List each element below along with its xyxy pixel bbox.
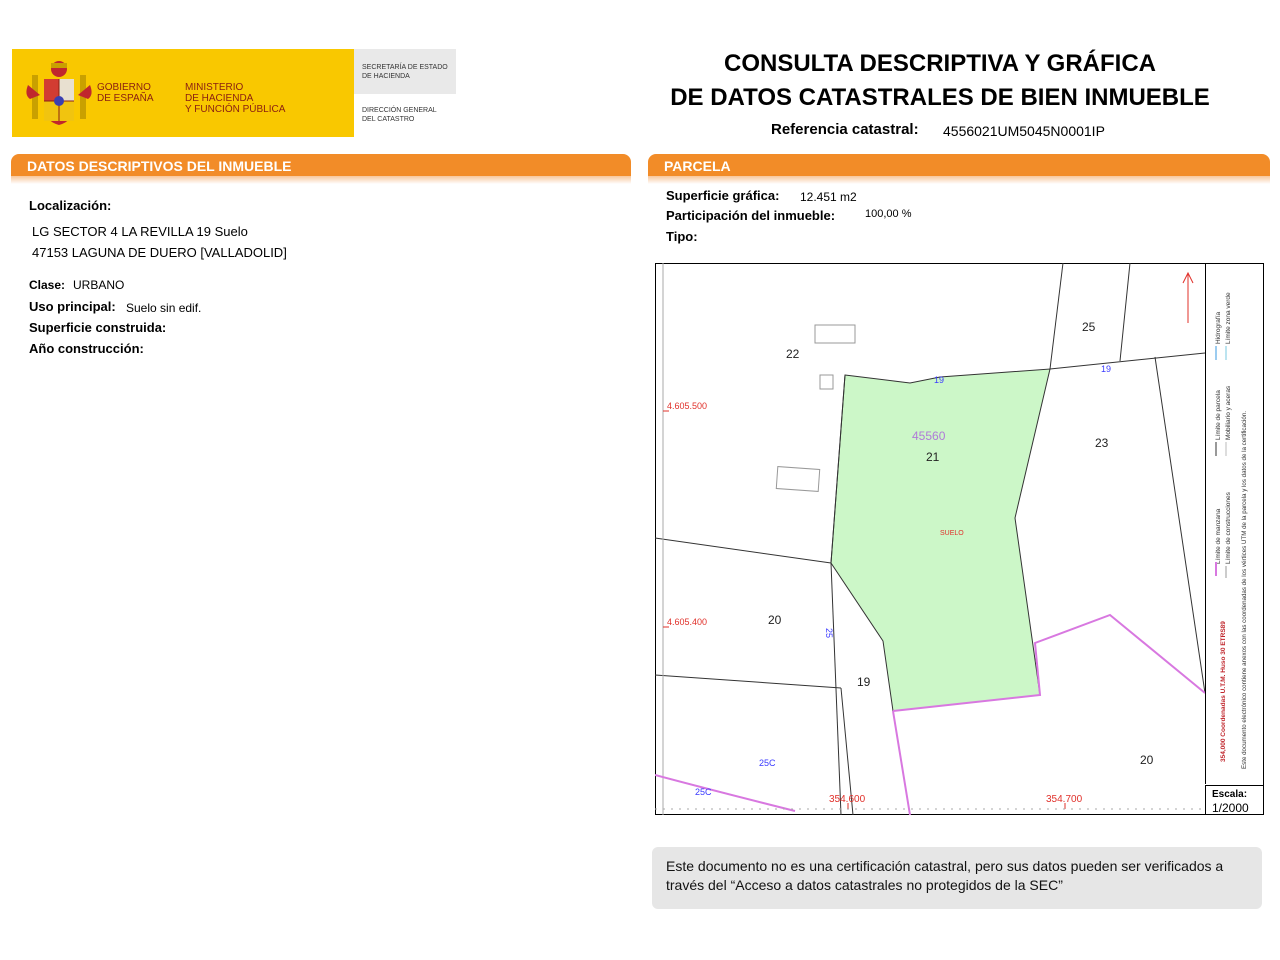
map-legend-drawing — [1206, 264, 1263, 784]
parcel-number: 21 — [926, 450, 940, 464]
referencia-catastral-label: Referencia catastral: — [771, 121, 919, 138]
parcel-boundary — [655, 538, 831, 563]
parcel-number: 23 — [1095, 436, 1109, 450]
parcel-number: 20 — [768, 613, 782, 627]
disclaimer-notice: Este documento no es una certificación catastral, pero sus datos pueden ser verificados a través del “Acceso a datos catastrales no protegidos de la SEC” — [652, 847, 1262, 909]
legend-mobiliario: Mobiliario y aceras — [1225, 385, 1232, 440]
utm-y-coordinate: 4.605.500 — [667, 401, 708, 411]
parcel-number: 22 — [786, 347, 800, 361]
clase-value: URBANO — [73, 278, 125, 292]
coat-of-arms-icon — [24, 55, 94, 135]
clase-label: Clase: — [29, 278, 66, 292]
building-outline — [776, 467, 819, 492]
street-number: 19 — [1101, 364, 1112, 374]
building-outline — [820, 375, 833, 389]
parcel-number: 20 — [1140, 753, 1154, 767]
parcel-boundary — [1050, 353, 1205, 369]
north-arrow-icon — [1183, 273, 1193, 323]
parcela-header: PARCELA — [648, 154, 1270, 176]
suelo-label: SUELO — [940, 530, 964, 537]
page-title-line-1: CONSULTA DESCRIPTIVA Y GRÁFICA — [723, 50, 1157, 77]
legend-hidrografia: Hidrografía — [1215, 311, 1222, 344]
building-outline — [815, 325, 855, 343]
legend-limite-construcciones: Límite de construcciones — [1225, 492, 1232, 564]
parcel-boundary — [831, 563, 841, 815]
parcel-boundary — [1120, 263, 1130, 361]
section-bar-shadow — [648, 176, 1270, 184]
utm-x-coordinate: 354.600 — [829, 794, 866, 805]
street-number: 25C — [695, 787, 712, 797]
escala-value: 1/2000 — [1212, 801, 1249, 815]
legend-limite-parcela: Límite de parcela — [1215, 390, 1222, 440]
manzana-boundary — [893, 711, 910, 815]
parcel-number: 25 — [1082, 320, 1096, 334]
tipo-label: Tipo: — [666, 229, 698, 244]
participacion-label: Participación del inmueble: — [666, 208, 836, 223]
localizacion-label: Localización: — [29, 198, 112, 213]
utm-x-coordinate: 354.700 — [1046, 794, 1083, 805]
legend-zona-verde: Límite zona verde — [1225, 292, 1232, 344]
utm-y-coordinate: 4.605.400 — [667, 617, 708, 627]
legend-limite-manzana: Límite de manzana — [1215, 508, 1222, 564]
parcel-boundary — [1155, 357, 1205, 693]
superficie-grafica-label: Superficie gráfica: — [666, 188, 780, 203]
ministerio-text: MINISTERIO DE HACIENDA Y FUNCIÓN PÚBLICA — [185, 82, 286, 115]
legend-document-note: Este documento electrónico contiene anexos con las coordenadas de los vértices UTM de la parcela y los datos de la certificación. — [1241, 410, 1248, 769]
cadastral-map-drawing — [655, 263, 1264, 815]
uso-principal-label: Uso principal: — [29, 299, 116, 314]
parcel-boundary — [1050, 263, 1063, 369]
direccion-general-text: DIRECCIÓN GENERAL DEL CATASTRO — [362, 107, 437, 123]
street-number: 25 — [824, 628, 834, 639]
parcel-boundary — [655, 675, 841, 688]
datos-descriptivos-header: DATOS DESCRIPTIVOS DEL INMUEBLE — [11, 154, 631, 176]
superficie-grafica-value: 12.451 m2 — [800, 190, 857, 204]
manzana-number: 45560 — [912, 429, 946, 443]
parcel-number: 19 — [857, 675, 871, 689]
manzana-boundary — [655, 775, 795, 811]
anio-construccion-label: Año construcción: — [29, 341, 144, 356]
escala-label: Escala: — [1212, 789, 1248, 800]
gobierno-text: GOBIERNO DE ESPAÑA — [97, 82, 154, 104]
uso-principal-value: Suelo sin edif. — [126, 301, 202, 315]
legend-coords-note: 354,000 Coordenadas U.T.M. Huso 30 ETRS89 — [1220, 621, 1227, 762]
referencia-catastral-value: 4556021UM5045N0001IP — [943, 123, 1105, 139]
government-logo-block — [12, 49, 354, 137]
section-bar-shadow — [11, 176, 631, 184]
superficie-construida-label: Superficie construida: — [29, 320, 167, 335]
subject-parcel — [831, 369, 1050, 711]
street-number: 19 — [934, 375, 945, 385]
street-number: 25C — [759, 758, 776, 768]
participacion-value: 100,00 % — [865, 208, 912, 220]
page-title-line-2: DE DATOS CATASTRALES DE BIEN INMUEBLE — [670, 84, 1210, 111]
address-line-1: LG SECTOR 4 LA REVILLA 19 Suelo — [32, 224, 248, 239]
address-line-2: 47153 LAGUNA DE DUERO [VALLADOLID] — [32, 245, 287, 260]
secretaria-text: SECRETARÍA DE ESTADO DE HACIENDA — [354, 49, 456, 94]
